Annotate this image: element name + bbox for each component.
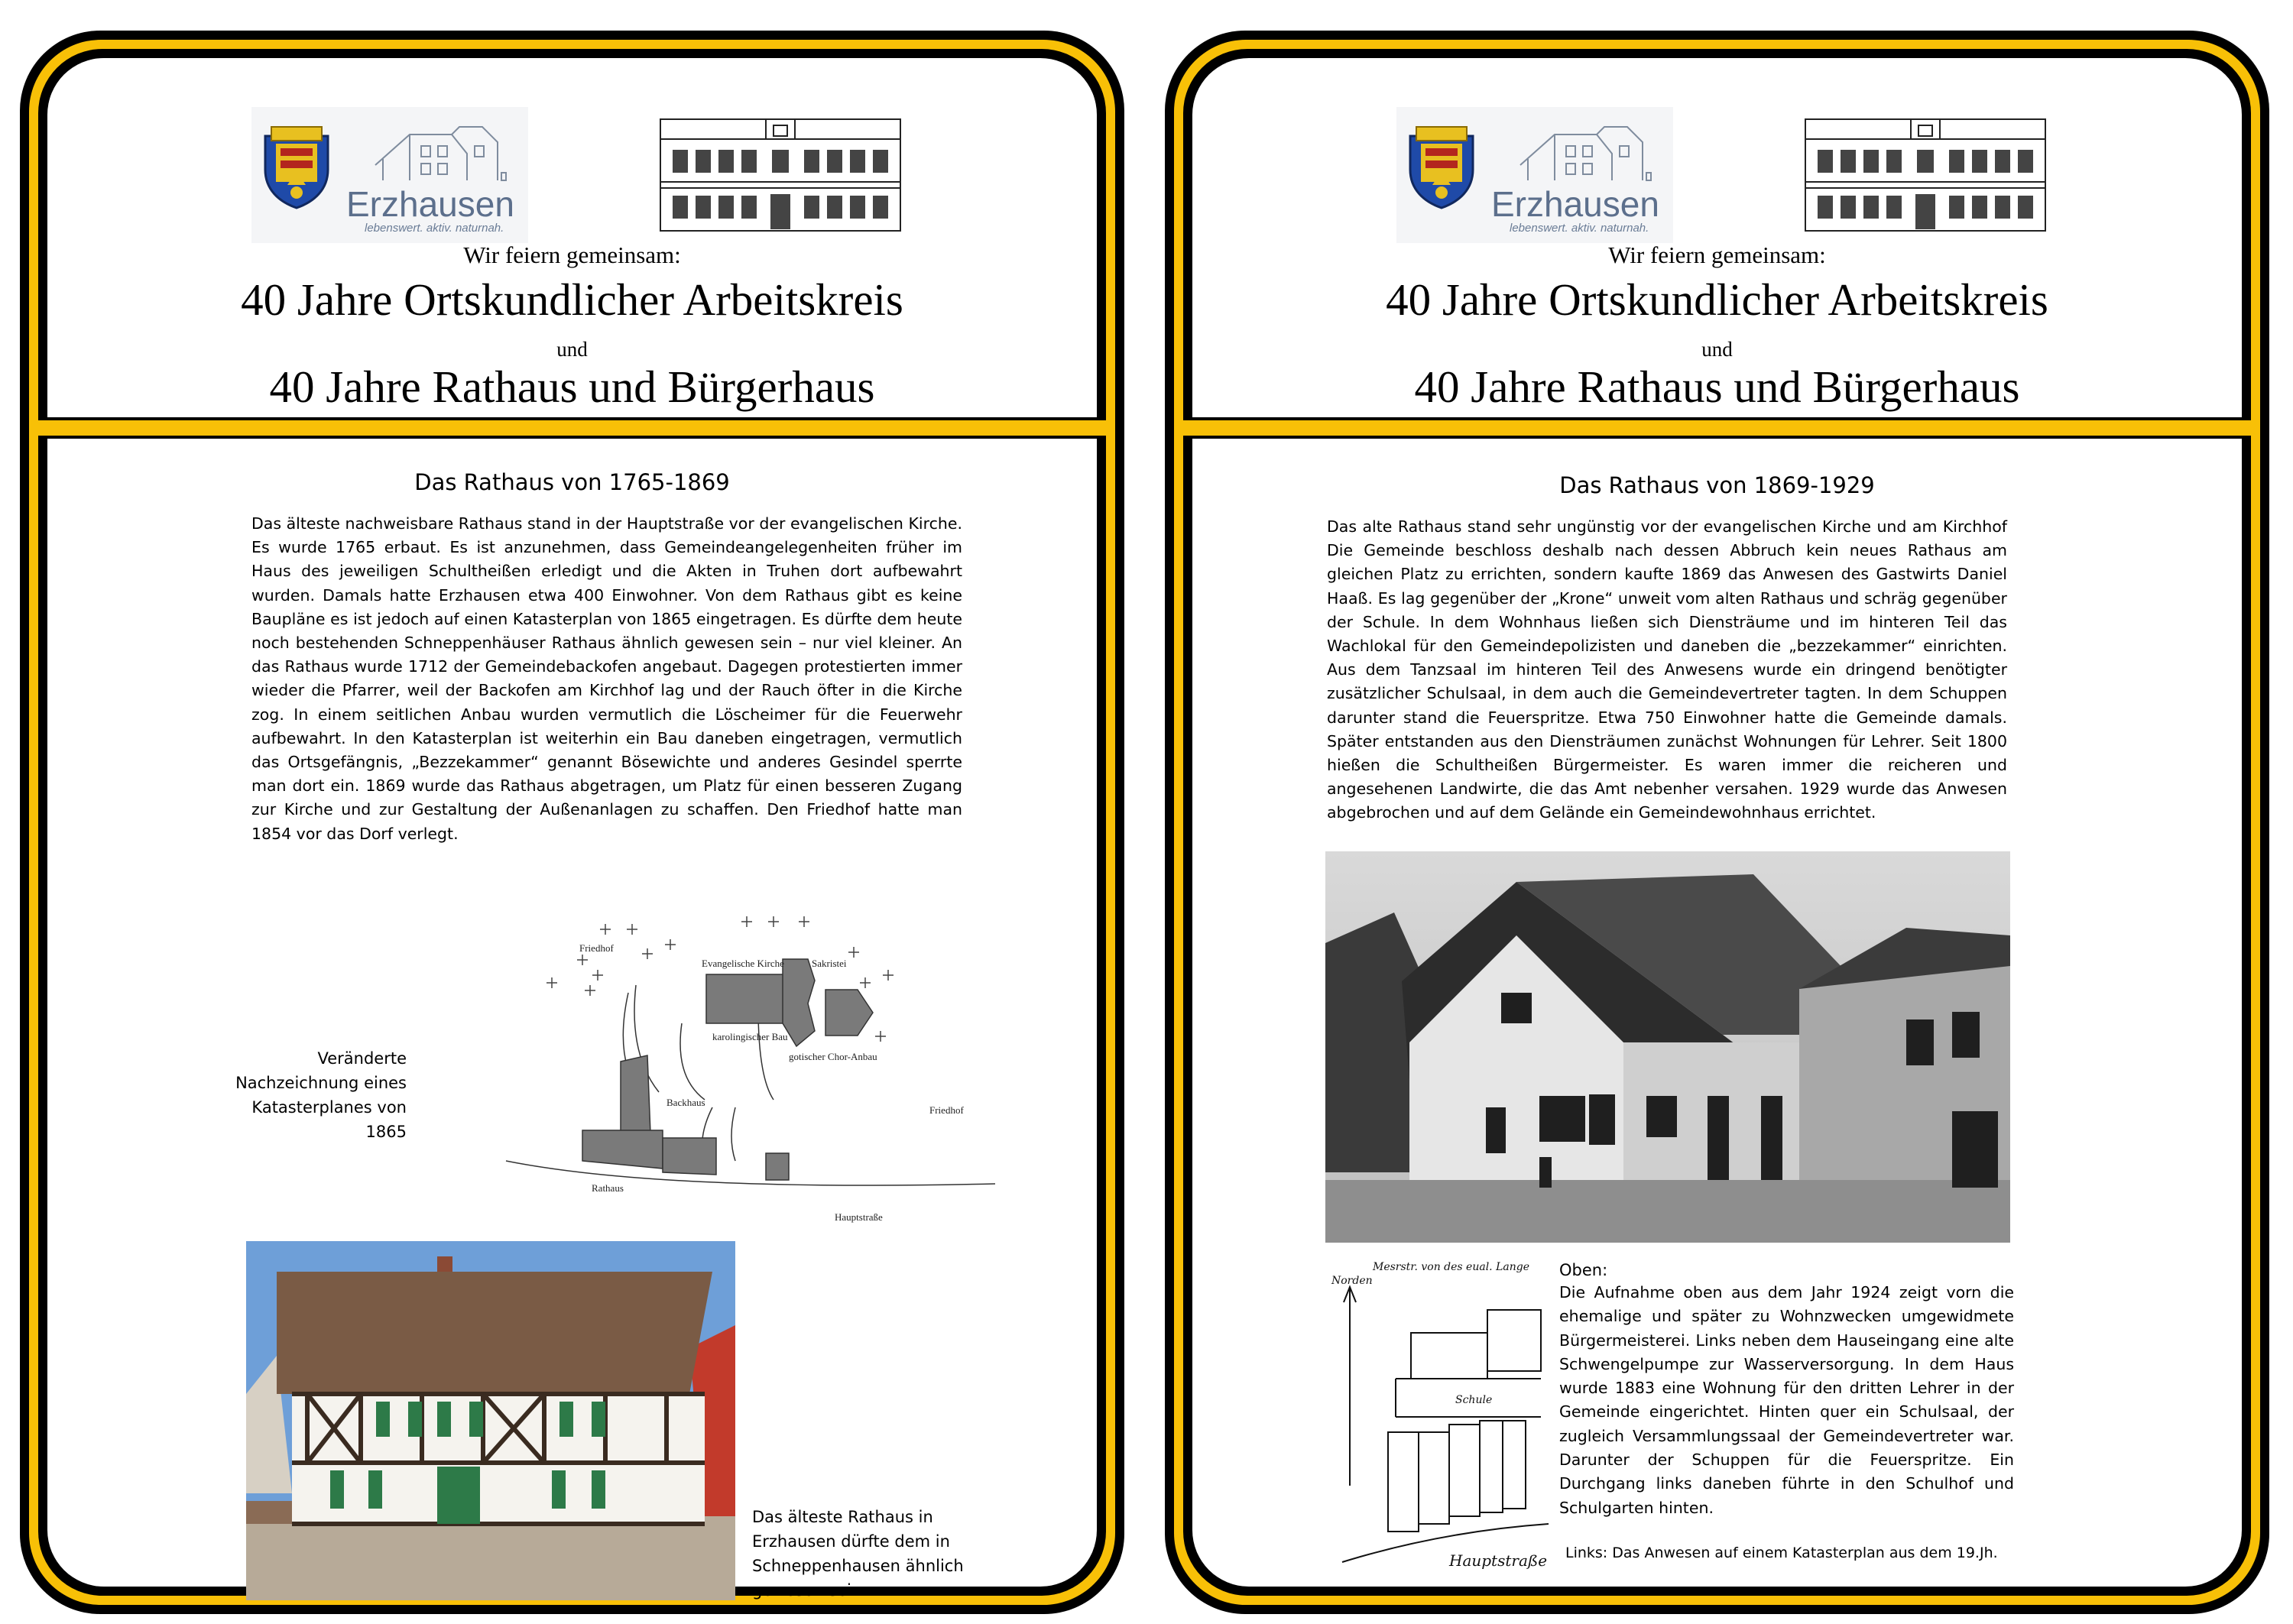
- section-body: Das älteste nachweisbare Rathaus stand in der Hauptstraße vor der evangelischen Kirche. Es wurde 1765 erbaut. Es ist anzunehmen, dass Gemeindeangelegenheiten früher im Haus des jeweiligen Schultheißen erledigt und die Akten in Truhen dort aufbewahrt wurden. Damals hatte Erzhausen etwa 400 Einwohner. Von dem Rathaus gibt es keine Baupläne es ist jedoch auf einen Katasterplan von 1865 eingetragen. Es dürfte dem heute noch bestehenden Schneppenhäuser Rathaus ähnlich gewesen sein – nur viel kleiner. An das Rathaus wurde 1712 der Gemeindebackofen angebaut. Dagegen protestierten immer wieder die Pfarrer, weil der Backofen am Kirchhof lag und der Rauch öfter in die Kirche zog. In einem seitlichen Anbau wurden vermutlich die Löscheimer für die Feuerwehr aufbewahrt. In den Katasterplan ist weiterhin ein Bau daneben eingetragen, vermutlich das Ortsgefängnis, „Bezzekammer“ genannt Bösewichte und anderes Gesindel sperrte man dort ein. 1869 wurde das Rathaus abgetragen, um Platz für einen besseren Zugang zur Kirche und zur Gestaltung der Außenanlagen zu schaffen. Den Friedhof hatte man 1854 vor das Dorf verlegt.: [251, 514, 962, 843]
- poster-header: [1192, 58, 2242, 417]
- erzhausen-logo: [251, 107, 528, 243]
- yellow-frame: [1174, 40, 2260, 1605]
- title-line-2: 40 Jahre Rathaus und Bürgerhaus: [269, 361, 875, 412]
- poster-panel-left: [20, 31, 1124, 1614]
- sketch-label-norden: Norden: [1331, 1275, 1373, 1287]
- map-label-backhaus: Backhaus: [666, 1097, 705, 1108]
- photo-schneppenhausen-rathaus: [246, 1241, 735, 1600]
- map-label-kirche: Evangelische Kirche: [702, 958, 784, 969]
- property-sketch: [1327, 1256, 1556, 1577]
- poster-content: [1192, 439, 2242, 1587]
- poster-panel-right: [1165, 31, 2269, 1614]
- sketch-label-hauptstrasse: Hauptstraße: [1449, 1551, 1548, 1570]
- map-label-friedhof-2: Friedhof: [929, 1104, 964, 1116]
- section-body: Das alte Rathaus stand sehr ungünstig vor der evangelischen Kirche und am Kirchhof Die Gemeinde beschloss deshalb nach dessen Abbruch kein neues Rathaus am gleichen Platz zu errichten, sondern kaufte 1869 das Anwesen des Gastwirts Daniel Haaß. Es lag gegenüber der „Krone“ unweit vom alten Rathaus und schräg gegenüber der Schule. In dem Wohnhaus ließen sich Diensträume und im hinteren Teil das Wachlokal für den Gemeindepolizisten und daneben die „bezzekammer“ einrichten. Aus dem Tanzsaal im hinteren Teil des Anwesens wurde ein dringend benötigter zusätzlicher Schulsaal, in dem auch die Gemeindevertreter tagten. In dem Schuppen darunter stand die Feuerspritze. Etwa 750 Einwohner hatte die Gemeinde damals. Später entstanden aus den Diensträumen zunächst Wohnungen für Lehrer. Seit 1800 hießen die Schultheißen Bürgermeister. Es waren immer die reicheren und angesehenen Landwirte, die das Amt nebenher versahen. 1929 wurde das Anwesen abgebrochen und auf dem Gelände ein Gemeindewohnhaus errichtet.: [1327, 517, 2007, 822]
- house-sketch-icon: [1513, 112, 1665, 188]
- title-line-1: 40 Jahre Ortskundlicher Arbeitskreis: [241, 274, 903, 325]
- caption-oben-text: Die Aufnahme oben aus dem Jahr 1924 zeigt vorn die ehemalige und später zu Wohnzwecken umgewidmete Bürgermeisterei. Links neben dem Hauseingang eine alte Schwengelpumpe zur Wasserversorgung. In dem Haus wurde 1883 eine Wohnung für den dritten Lehrer in der Gemeinde eingerichtet. Hinten quer ein Schulsaal, der zugleich Versammlungssaal der Gemeindevertreter war. Darunter der Schuppen für die Feuerspritze. Ein Durchgang links daneben führte in den Schulhof und Schulgarten hinten.: [1559, 1283, 2014, 1517]
- photo-caption: Das älteste Rathaus in Erzhausen dürfte dem in Schneppenhausen ähnlich gewesen sein.: [752, 1508, 964, 1600]
- header-separator: [38, 417, 1106, 439]
- caption-links: Links: Das Anwesen auf einem Katasterplan aus dem 19.Jh.: [1565, 1545, 1998, 1561]
- brand-name: Erzhausen: [346, 184, 514, 224]
- map-label-friedhof: Friedhof: [579, 942, 614, 954]
- brand-tagline: lebenswert. aktiv. naturnah.: [365, 222, 504, 235]
- map-label-hauptstrasse: Hauptstraße: [835, 1211, 883, 1223]
- yellow-frame: [29, 40, 1115, 1605]
- town-hall-facade-icon: [1804, 118, 2047, 232]
- coat-of-arms-icon: [261, 125, 332, 209]
- map-caption: Veränderte Nachzeichnung eines Katasterplanes von 1865: [235, 1049, 407, 1141]
- section-title: Das Rathaus von 1765-1869: [414, 469, 730, 495]
- title-connector: und: [556, 338, 588, 361]
- caption-oben-label: Oben:: [1559, 1261, 1608, 1279]
- house-sketch-icon: [368, 112, 521, 188]
- poster-header: [47, 58, 1097, 417]
- map-label-rathaus: Rathaus: [592, 1182, 624, 1194]
- cadastral-map: [506, 909, 995, 1237]
- inner-frame: [38, 49, 1106, 1600]
- map-label-karolingisch: karolingischer Bau: [712, 1031, 788, 1042]
- sketch-label-top: Mesrstr. von des eual. Lange: [1373, 1261, 1529, 1273]
- brand-name: Erzhausen: [1491, 184, 1659, 224]
- header-separator: [1183, 417, 2251, 439]
- celebrate-line: Wir feiern gemeinsam:: [463, 241, 681, 268]
- inner-frame: [1183, 49, 2251, 1596]
- sketch-label-schule: Schule: [1455, 1394, 1493, 1406]
- map-label-sakristei: Sakristei: [812, 958, 847, 969]
- historic-photo-1924: [1325, 851, 2010, 1243]
- celebrate-line: Wir feiern gemeinsam:: [1608, 241, 1826, 268]
- erzhausen-logo: [1396, 107, 1673, 243]
- town-hall-facade-icon: [659, 118, 902, 232]
- section-title: Das Rathaus von 1869-1929: [1559, 472, 1875, 498]
- title-connector: und: [1701, 338, 1733, 361]
- coat-of-arms-icon: [1406, 125, 1477, 209]
- title-line-2: 40 Jahre Rathaus und Bürgerhaus: [1414, 361, 2020, 412]
- poster-content: [47, 439, 1097, 1600]
- map-label-gotisch: gotischer Chor-Anbau: [789, 1051, 877, 1062]
- brand-tagline: lebenswert. aktiv. naturnah.: [1510, 222, 1649, 235]
- title-line-1: 40 Jahre Ortskundlicher Arbeitskreis: [1386, 274, 2048, 325]
